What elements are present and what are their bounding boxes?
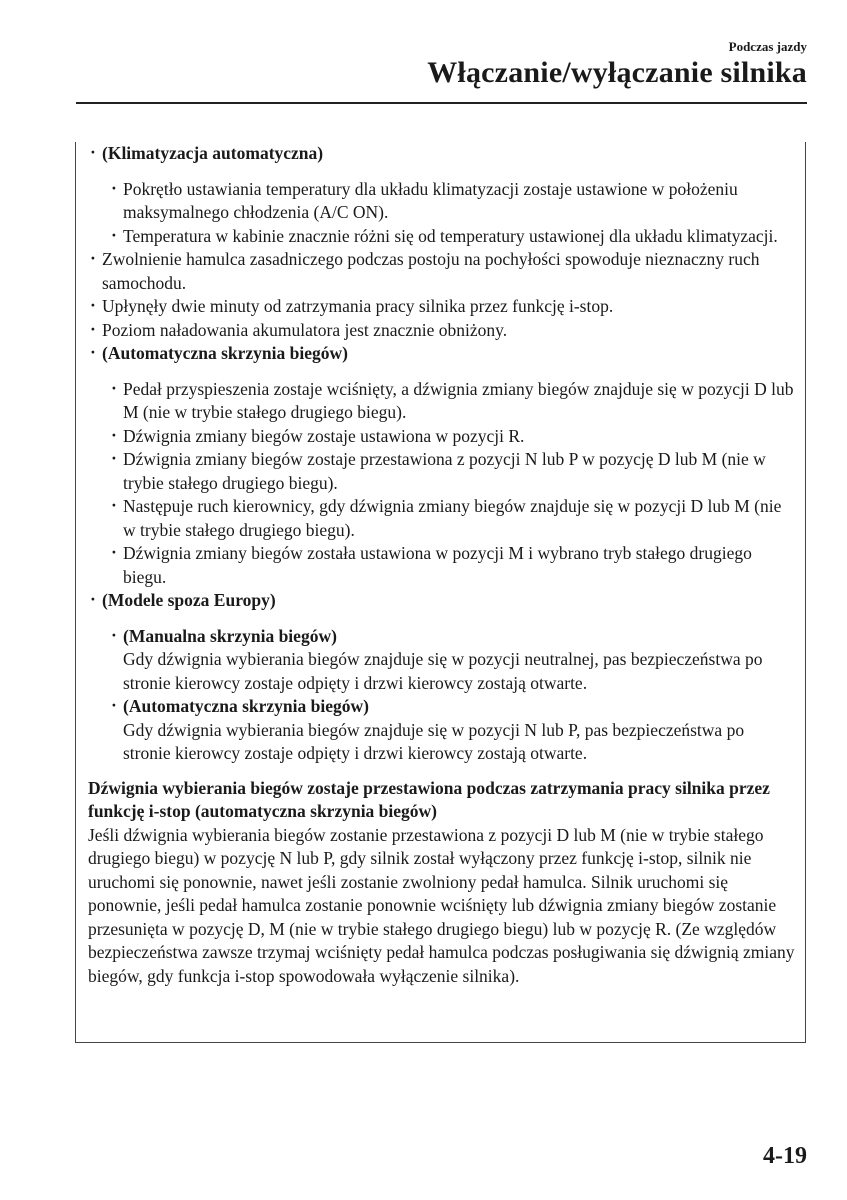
- auto-transmission-item: [109, 695, 796, 766]
- manual-transmission-item: [109, 625, 796, 696]
- non-europe-heading: · (Modele spoza Europy): [88, 589, 796, 613]
- auto-item-3: · Dźwignia zmiany biegów zostaje przestawiona z pozycji N lub P w pozycję D lub M (nie w trybie stałego drugiego biegu).: [109, 448, 796, 495]
- manual-transmission-heading: · (Manualna skrzynia biegów): [123, 625, 337, 646]
- klima-item-1: · Pokrętło ustawiania temperatury dla układu klimatyzacji zostaje ustawione w położeniu maksymalnego chłodzenia (A/C ON).: [109, 178, 796, 225]
- auto-item-2: · Dźwignia zmiany biegów zostaje ustawiona w pozycji R.: [109, 425, 796, 449]
- auto-transmission-subheading: · (Automatyczna skrzynia biegów): [123, 696, 369, 716]
- content-box: [75, 142, 806, 1043]
- body-paragraph: Jeśli dźwignia wybierania biegów zostanie przestawiona z pozycji D lub M (nie w trybie stałego drugiego biegu) w pozycję N lub P, gdy silnik został wyłączony przez funkcję i-stop, silnik nie uruchomi się ponownie, nawet jeśli zostanie zwolniony pedał hamulca. Silnik uruchomi się ponownie, jeśli pedał hamulca zostanie ponownie wciśnięty lub dźwignia zmiany biegów zostanie przesunięta w pozycję D, M (nie w trybie stałego drugiego biegu) lub w pozycję R. (Ze względów bezpieczeństwa zawsze trzymaj wciśnięty pedał hamulca podczas posługiwania się dźwignią zmiany biegów, gdy funkcja i-stop spowodowała wyłączenie silnika).: [88, 824, 795, 986]
- auto-item-4: · Następuje ruch kierownicy, gdy dźwignia zmiany biegów znajduje się w pozycji D lub M (nie w trybie stałego drugiego biegu).: [109, 495, 796, 542]
- content-text: [88, 142, 796, 988]
- brake-release-item: · Zwolnienie hamulca zasadniczego podczas postoju na pochyłości spowoduje nieznaczny ruch samochodu.: [88, 248, 796, 295]
- page-title: Włączanie/wyłączanie silnika: [427, 56, 807, 89]
- auto-transmission-heading: · (Automatyczna skrzynia biegów): [88, 342, 796, 366]
- klima-heading: · (Klimatyzacja automatyczna): [88, 142, 796, 166]
- manual-transmission-text: Gdy dźwignia wybierania biegów znajduje się w pozycji neutralnej, pas bezpieczeństwa po stronie kierowcy zostaje odpięty i drzwi kierowcy zostają otwarte.: [123, 649, 763, 693]
- section-heading: Dźwignia wybierania biegów zostaje przestawiona podczas zatrzymania pracy silnika przez funkcję i-stop (automatyczna skrzynia biegów): [88, 777, 770, 821]
- page-number: 4-19: [763, 1143, 807, 1169]
- section-label: Podczas jazdy: [728, 39, 807, 54]
- two-minutes-item: · Upłynęły dwie minuty od zatrzymania pracy silnika przez funkcję i-stop.: [88, 295, 796, 319]
- klima-item-2: · Temperatura w kabinie znacznie różni się od temperatury ustawionej dla układu klimatyzacji.: [109, 225, 796, 249]
- title-rule: [76, 102, 807, 104]
- auto-transmission-text: Gdy dźwignia wybierania biegów znajduje się w pozycji N lub P, pas bezpieczeństwa po stronie kierowcy zostaje odpięty i drzwi kierowcy zostają otwarte.: [123, 719, 745, 763]
- auto-item-5: · Dźwignia zmiany biegów została ustawiona w pozycji M i wybrano tryb stałego drugiego biegu.: [109, 542, 796, 589]
- battery-item: · Poziom naładowania akumulatora jest znacznie obniżony.: [88, 319, 796, 343]
- auto-item-1: · Pedał przyspieszenia zostaje wciśnięty, a dźwignia zmiany biegów znajduje się w pozycji D lub M (nie w trybie stałego drugiego biegu).: [109, 378, 796, 425]
